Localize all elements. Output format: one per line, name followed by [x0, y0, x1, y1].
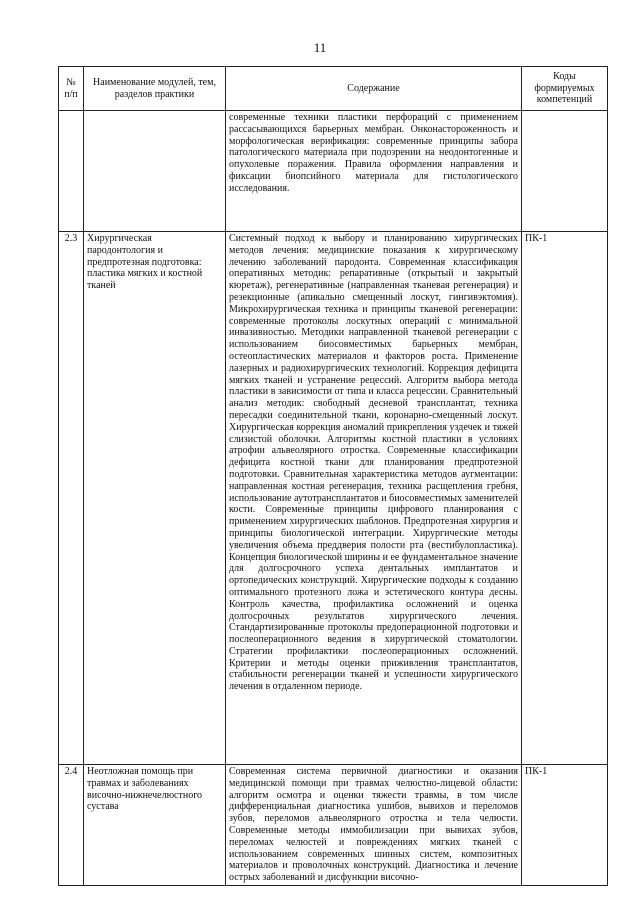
page-number: 11 — [313, 40, 327, 55]
row-codes — [522, 111, 608, 232]
row-name: Хирургическая пародонтология и предпротезная подготовка: пластика мягких и костной тканей — [84, 232, 226, 765]
header-num: № п/п — [59, 67, 84, 111]
row-codes: ПК-1 — [522, 765, 608, 886]
row-name: Неотложная помощь при травмах и заболеваниях височно-нижнечелюстного сустава — [84, 765, 226, 886]
row-content: Современная система первичной диагностики и оказания медицинской помощи при травмах челюстно-лицевой области: алгоритм осмотра и оценки тяжести травмы, в том числе дифференциальная диагностика ушибов, вывихов и переломов зубов, переломов альвеолярного отростка и тела челюсти. Современные методы иммобилизации при вывихах зубов, переломах челюстей и повреждениях мягких тканей с использованием современных шинных систем, композитных материалов и проволочных конструкций. Диагностика и лечение острых заболеваний и дисфункции височно- — [226, 765, 522, 886]
header-content: Содержание — [226, 67, 522, 111]
curriculum-table — [58, 66, 608, 886]
table-row — [59, 765, 608, 886]
table-row — [59, 111, 608, 232]
header-name: Наименование модулей, тем, разделов практики — [84, 67, 226, 111]
row-num — [59, 111, 84, 232]
row-codes: ПК-1 — [522, 232, 608, 765]
table-row — [59, 232, 608, 765]
row-name — [84, 111, 226, 232]
row-content: современные техники пластики перфораций с применением рассасывающихся барьерных мембран. Онконастороженность и морфологическая верификация: современные принципы забора патологического материала при подозрении на неодонтогенные и опухолевые поражения. Правила оформления направления и фиксации биопсийного материала для гистологического исследования. — [226, 111, 522, 232]
header-codes: Коды формируемых компетенций — [522, 67, 608, 111]
row-content: Системный подход к выбору и планированию хирургических методов лечения: медицинские показания к хирургическому лечению заболеваний пародонта. Современная классификация оперативных методик: репаративные (открытый и закрытый кюретаж), регенеративные (направленная тканевая регенерация) и резекционные (апикально смещенный лоскут, гингивэктомия). Микрохирургическая техника и принципы тканевой регенерации: современные протоколы лоскутных операций с минимальной инвазивностью. Методики направленной тканевой регенерации с использованием биосовместимых барьерных мембран, остеопластических материалов и факторов роста. Применение лазерных и радиохирургических технологий. Коррекция дефицита мягких тканей и устранение рецессий. Алгоритм выбора метода пластики в зависимости от типа и класса рецессии. Сравнительный анализ методик: свободный десневой трансплантат, техника пересадки соединительной ткани, коронарно-смещенный лоскут. Хирургическая коррекция аномалий прикрепления уздечек и тяжей слизистой оболочки. Алгоритмы костной пластики в условиях атрофии альвеолярного отростка. Современные классификации дефицита костной ткани для планирования предпротезной подготовки. Сравнительная характеристика методов аугментации: направленная костная регенерация, техника расщепления гребня, использование аутотрансплантатов и биосовместимых заменителей кости. Современные принципы цифрового планирования с применением хирургических шаблонов. Предпротезная хирургия и принципы биологической интеграции. Хирургические методы увеличения объема преддверия полости рта (вестибулопластика). Концепция биологической ширины и ее фундаментальное значение для долгосрочного успеха дентальных имплантатов и ортопедических конструкций. Хирургические подходы к созданию оптимального протезного ложа и эстетического контура десны. Контроль качества, профилактика осложнений и оценка долгосрочных результатов хирургического лечения. Стандартизированные протоколы предоперационной подготовки и послеоперационного ведения в хирургической стоматологии. Стратегии профилактики послеоперационных осложнений. Критерии и методы оценки приживления трансплантатов, стабильности регенерации тканей и успешности хирургического лечения в отдаленном периоде. — [226, 232, 522, 765]
row-num: 2.4 — [59, 765, 84, 886]
table-header-row — [59, 67, 608, 111]
row-num: 2.3 — [59, 232, 84, 765]
